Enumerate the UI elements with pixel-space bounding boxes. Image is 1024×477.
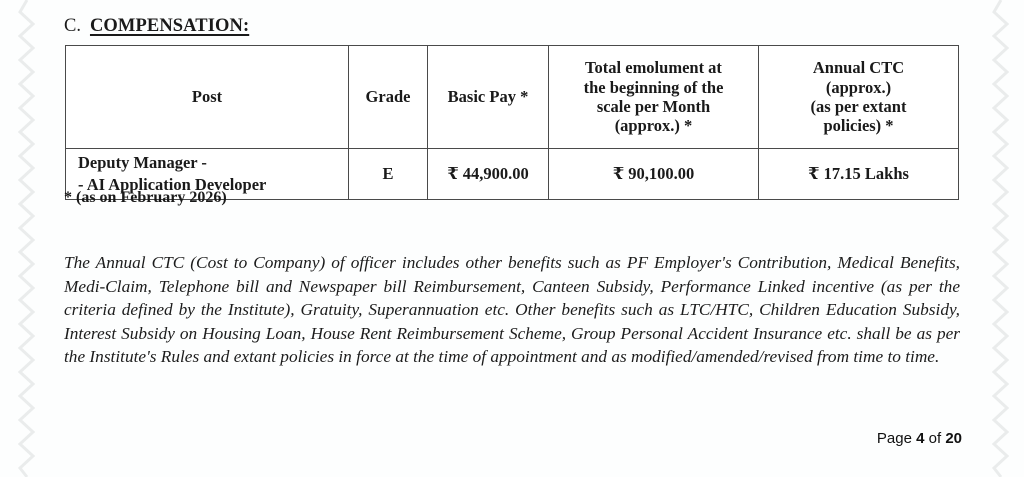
cell-total-emolument: ₹ 90,100.00 — [549, 149, 759, 200]
cell-annual-ctc: ₹ 17.15 Lakhs — [759, 149, 959, 200]
section-letter: C. — [64, 16, 81, 36]
header-line: Annual CTC — [812, 58, 905, 78]
header-line: policies) * — [823, 116, 894, 136]
footer-label-page: Page — [876, 430, 912, 447]
header-line: (approx.) * — [614, 116, 693, 136]
table-footnote: * (as on February 2026) — [64, 189, 227, 206]
scan-artifact-left-icon — [14, 0, 40, 477]
column-header-basic-pay: Basic Pay * — [428, 46, 549, 149]
post-line-1: Deputy Manager - — [78, 153, 207, 173]
scan-artifact-right-icon — [988, 0, 1014, 477]
cell-grade: E — [349, 149, 428, 200]
header-line: Total emolument at — [585, 58, 722, 78]
compensation-description-paragraph: The Annual CTC (Cost to Company) of officer includes other benefits such as PF Employer's Contribution, Medical Benefits, Medi-Claim, Telephone bill and Newspaper bill Reimbursement, Canteen Subsidy, Performance Linked incentive (as per the criteria defined by the Institute), Gratuity, Superannuation etc. Other benefits such as LTC/HTC, Children Education Subsidy, Interest Subsidy on Housing Loan, House Rent Reimbursement Scheme, Group Personal Accident Insurance etc. shall be as per the Institute's Rules and extant policies in force at the time of appointment and as modified/amended/revised from time to time. — [64, 253, 960, 366]
column-header-total-emolument — [549, 46, 759, 149]
footer-label-of: of — [928, 430, 942, 447]
header-line: (as per extant — [810, 97, 907, 116]
footer-current-page: 4 — [916, 430, 925, 447]
section-heading — [64, 16, 249, 37]
column-header-grade: Grade — [349, 46, 428, 149]
column-header-annual-ctc — [759, 46, 959, 149]
column-header-post: Post — [66, 46, 349, 149]
header-line: (approx.) — [825, 77, 892, 97]
page-footer — [877, 430, 962, 447]
footer-total-pages: 20 — [945, 430, 962, 447]
post-line-2: - AI Application Developer — [78, 175, 267, 194]
section-title: COMPENSATION: — [89, 16, 250, 36]
table-header-row — [66, 46, 959, 149]
cell-basic-pay: ₹ 44,900.00 — [428, 149, 549, 200]
table-header — [66, 46, 959, 149]
compensation-table — [65, 45, 959, 200]
header-line: scale per Month — [596, 97, 711, 116]
header-line: the beginning of the — [583, 77, 724, 97]
